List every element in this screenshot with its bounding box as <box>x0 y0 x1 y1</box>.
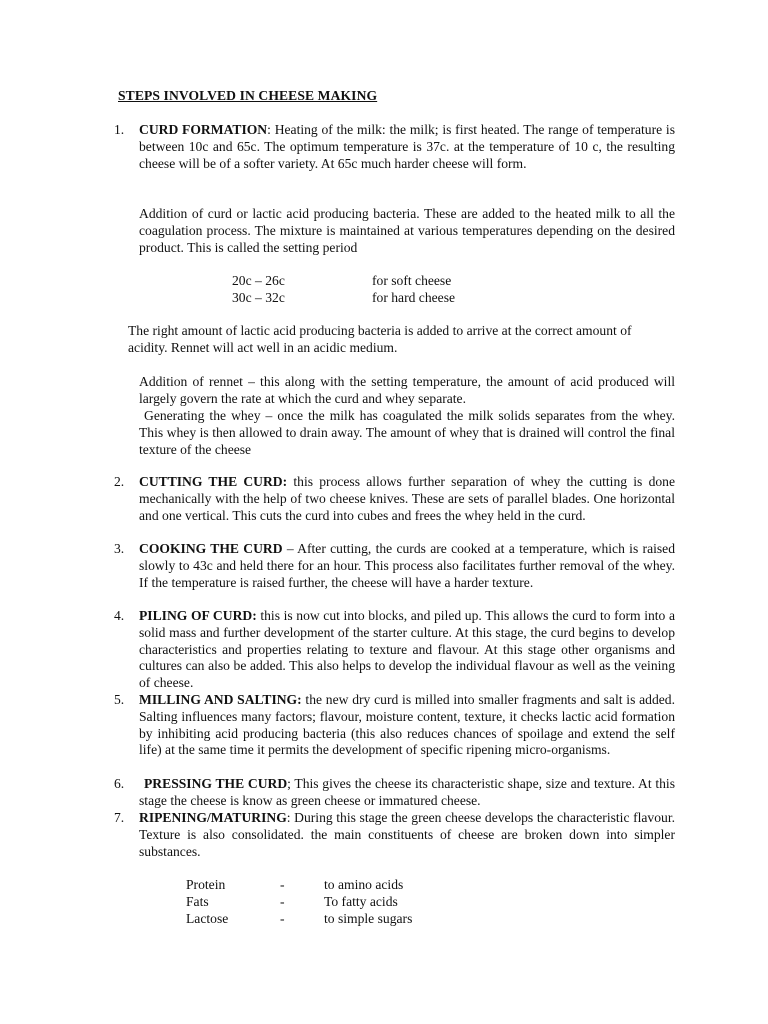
step-number: 1. <box>114 122 125 137</box>
temperature-range: 30c – 32c <box>232 290 285 305</box>
step-heading: COOKING THE CURD <box>139 541 283 556</box>
cheese-type: for soft cheese <box>372 273 452 288</box>
breakdown-result: To fatty acids <box>324 894 398 909</box>
setting-table-row <box>232 290 532 307</box>
step-heading: CURD FORMATION <box>139 122 268 137</box>
dash: - <box>280 877 285 892</box>
step-heading: PRESSING THE CURD <box>144 776 288 791</box>
step-number: 5. <box>114 692 125 707</box>
step-5-paragraph <box>139 692 675 759</box>
step-text: this process allows further separation of whey the cutting is done mechanically with the help of two cheese knives. These are sets of parallel blades. One horizontal and one vertical. This cuts the curd into cubes and frees the whey held in the curd. <box>139 474 675 523</box>
step-text: ; This gives the cheese its characteristic shape, size and texture. At this stage the cheese is know as green cheese or immatured cheese. <box>139 776 676 808</box>
step-text: this is now cut into blocks, and piled up. This allows the curd to form into a solid mass and further development of the starter culture. At this stage, the curd begins to develop characteristics and properties relating to texture and flavour. At this stage other organisms and cultures can also be added. This also helps to develop the individual flavour as well as the veining of cheese. <box>139 608 675 691</box>
rennet-paragraph: Addition of rennet – this along with the setting temperature, the amount of acid produced will largely govern the rate at which the curd and whey separate. <box>139 374 675 406</box>
setting-table-row <box>232 273 532 290</box>
lactic-acid-paragraph: The right amount of lactic acid producing bacteria is added to arrive at the correct amount of acidity. Rennet will act well in an acidic medium. <box>128 323 632 355</box>
step-heading: RIPENING/MATURING <box>139 810 287 825</box>
temperature-range: 20c – 26c <box>232 273 285 288</box>
breakdown-result: to amino acids <box>324 877 404 892</box>
step-number: 4. <box>114 608 125 623</box>
step-heading: CUTTING THE CURD: <box>139 474 288 489</box>
breakdown-result: to simple sugars <box>324 911 413 926</box>
step-1-paragraph <box>139 122 675 172</box>
step-7-paragraph <box>139 810 675 860</box>
step-4-paragraph <box>139 608 675 692</box>
step-text: the new dry curd is milled into smaller fragments and salt is added. Salting influences many factors; flavour, moisture content, texture, it checks lactic acid formation by inhibiting acid producing bacteria (this also reduces chances of spoilage and extend the self life) at the same time it permits the development of specific ripening micro-organisms. <box>139 692 675 758</box>
step-2-paragraph <box>139 474 675 524</box>
constituent: Fats <box>186 894 209 909</box>
breakdown-row <box>186 894 486 911</box>
dash: - <box>280 894 285 909</box>
cheese-type: for hard cheese <box>372 290 456 305</box>
constituent: Lactose <box>186 911 229 926</box>
step-1-coagulation-paragraph: Addition of curd or lactic acid producing bacteria. These are added to the heated milk to all the coagulation process. The mixture is maintained at various temperatures depending on the desired product. This is called the setting period <box>139 206 675 255</box>
page-title: STEPS INVOLVED IN CHEESE MAKING <box>118 88 378 103</box>
breakdown-row <box>186 877 486 894</box>
step-text: : Heating of the milk: the milk; is first heated. The range of temperature is between 10c and 65c. The optimum temperature is 37c. at the temperature of 10 c, the resulting cheese will be of a softer variety. At 65c much harder cheese will form. <box>139 122 675 171</box>
step-text: – After cutting, the curds are cooked at a temperature, which is raised slowly to 43c and held there for an hour. This process also facilitates further removal of the whey. If the temperature is raised further, the cheese will have a harder texture. <box>139 541 675 590</box>
constituent: Protein <box>186 877 226 892</box>
step-number: 6. <box>114 776 125 791</box>
breakdown-row <box>186 911 486 928</box>
step-3-paragraph <box>139 541 675 591</box>
step-number: 7. <box>114 810 125 825</box>
step-heading: MILLING AND SALTING: <box>139 692 302 707</box>
whey-paragraph: Generating the whey – once the milk has coagulated the milk solids separates from the whey. This whey is then allowed to drain away. The amount of whey that is drained will control the final texture of the cheese <box>139 408 675 457</box>
step-heading: PILING OF CURD: <box>139 608 257 623</box>
step-6-paragraph <box>139 776 675 810</box>
step-number: 3. <box>114 541 125 556</box>
step-text: : During this stage the green cheese develops the characteristic flavour. Texture is also consolidated. the main constituents of cheese are broken down into simpler substances. <box>139 810 675 859</box>
step-number: 2. <box>114 474 125 489</box>
dash: - <box>280 911 285 926</box>
